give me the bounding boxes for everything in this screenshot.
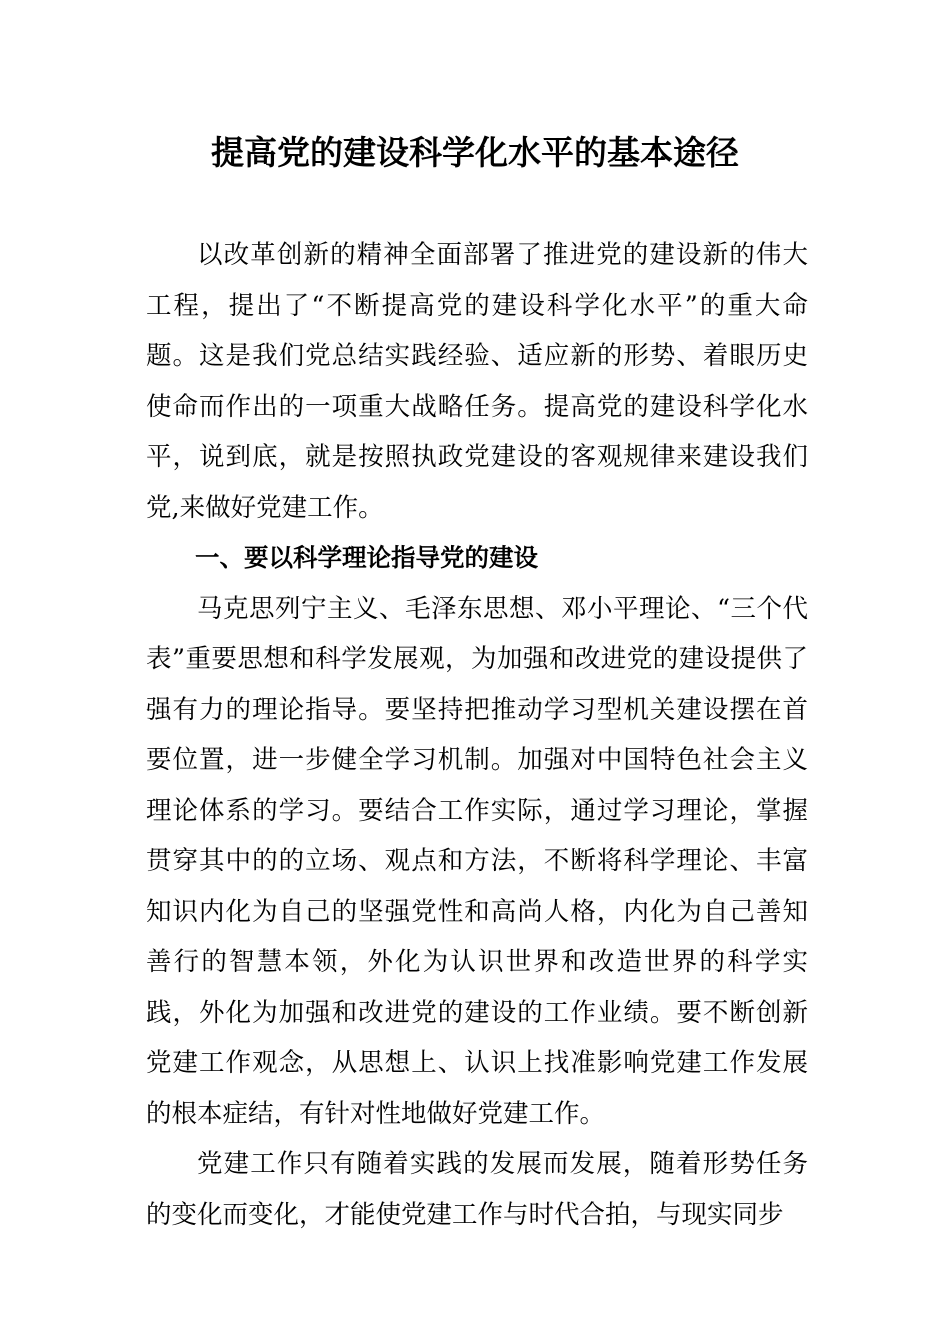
document-body [146,230,808,1240]
document-title: 提高党的建设科学化水平的基本途径 [211,133,739,172]
section-heading: 一、要以科学理论指导党的建设 [195,543,538,572]
paragraph-practice: 党建工作只有随着实践的发展而发展，随着形势任务的变化而变化，才能使党建工作与时代合拍，与现实同步 [146,1149,808,1230]
paragraph-intro: 以改革创新的精神全面部署了推进党的建设新的伟大工程，提出了“不断提高党的建设科学化水平”的重大命题。这是我们党总结实践经验、适应新的形势、着眼历史使命而作出的一项重大战略任务。提高党的建设科学化水平，说到底，就是按照执政党建设的客观规律来建设我们党,来做好党建工作。 [146,240,808,523]
paragraph-theory: 马克思列宁主义、毛泽东思想、邓小平理论、“三个代表”重要思想和科学发展观，为加强和改进党的建设提供了强有力的理论指导。要坚持把推动学习型机关建设摆在首要位置，进一步健全学习机制。加强对中国特色社会主义理论体系的学习。要结合工作实际，通过学习理论，掌握贯穿其中的的立场、观点和方法，不断将科学理论、丰富知识内化为自己的坚强党性和高尚人格，内化为自己善知善行的智慧本领，外化为认识世界和改造世界的科学实践，外化为加强和改进党的建设的工作业绩。要不断创新党建工作观念，从思想上、认识上找准影响党建工作发展的根本症结，有针对性地做好党建工作。 [146,593,808,1129]
